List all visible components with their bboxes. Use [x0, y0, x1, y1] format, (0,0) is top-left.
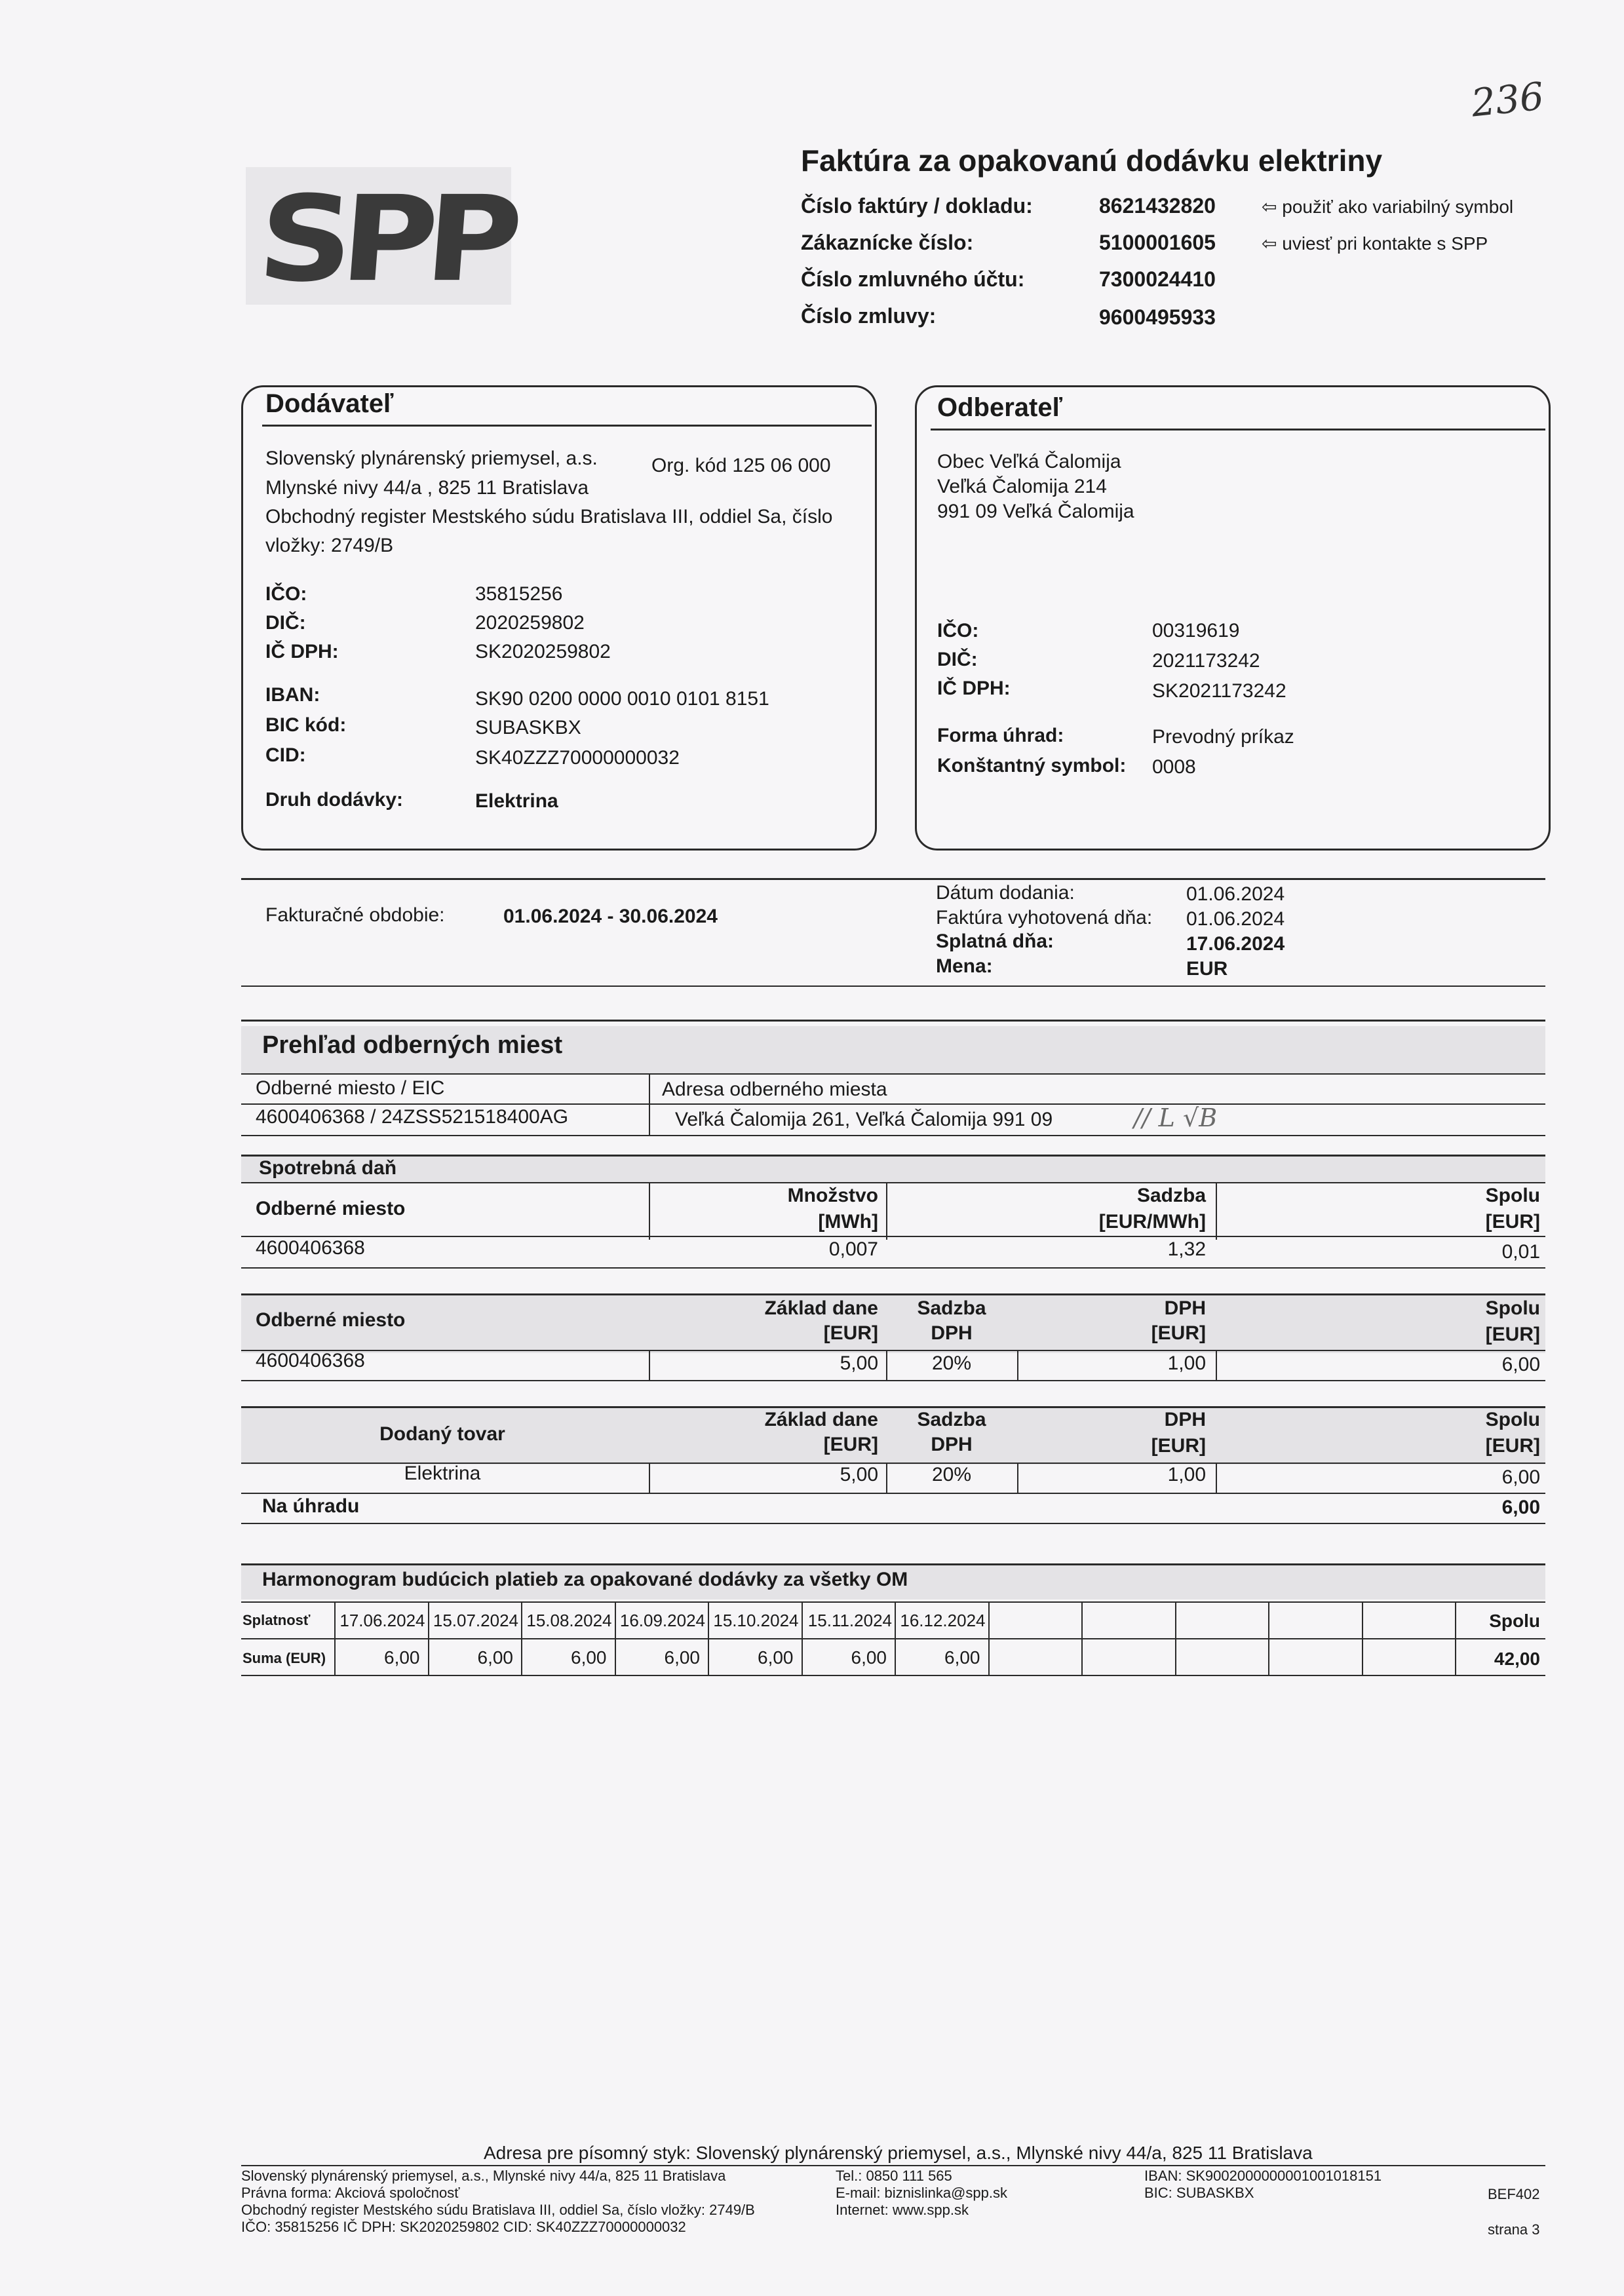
harmonogram-spolu-label: Spolu: [1489, 1611, 1540, 1631]
contract-account-value: 7300024410: [1099, 267, 1216, 291]
period-bottom-rule: [241, 985, 1545, 987]
spp-logo-text: SPP: [253, 170, 516, 309]
prehlad-col-om: Odberné miesto / EIC: [256, 1077, 445, 1099]
constant-symbol-value: 0008: [1152, 756, 1196, 778]
customer-dic-label: DIČ:: [937, 649, 978, 670]
tovar-row-dph: 1,00: [1167, 1464, 1206, 1485]
supplier-dic-label: DIČ:: [265, 612, 306, 634]
harmonogram-bottom-rule: [241, 1675, 1545, 1676]
handwritten-note: // L √B: [1134, 1103, 1218, 1132]
tovar-col-dph-2: [EUR]: [1151, 1435, 1206, 1457]
dph-row-spolu: 6,00: [1501, 1354, 1540, 1375]
invoice-title: Faktúra za opakovanú dodávku elektriny: [801, 144, 1383, 178]
tovar-divider-3: [1017, 1463, 1018, 1493]
delivery-date-label: Dátum dodania:: [936, 882, 1075, 904]
supplier-bic-label: BIC kód:: [265, 714, 347, 736]
supplier-dic: 2020259802: [475, 612, 585, 634]
total-due-label: Na úhradu: [262, 1495, 360, 1517]
billing-period-value: 01.06.2024 - 30.06.2024: [503, 906, 718, 927]
tovar-row-sadzba: 20%: [931, 1464, 972, 1485]
tovar-col-zaklad-2: [EUR]: [823, 1434, 878, 1455]
prehlad-header-rule: [241, 1073, 1545, 1075]
tovar-col-dph-1: DPH: [1164, 1409, 1206, 1430]
harmonogram-amount: 6,00: [851, 1647, 887, 1668]
supplier-register-2: vložky: 2749/B: [265, 535, 394, 556]
dph-col-dph-2: [EUR]: [1151, 1322, 1206, 1344]
harmonogram-divider: [1081, 1603, 1083, 1675]
customer-ico-label: IČO:: [937, 620, 979, 641]
customer-ico: 00319619: [1152, 620, 1240, 641]
harmonogram-amount: 6,00: [477, 1647, 513, 1668]
footer-bic: BIC: SUBASKBX: [1144, 2185, 1254, 2201]
harmonogram-divider: [988, 1603, 990, 1675]
dph-row-om: 4600406368: [256, 1350, 365, 1371]
issue-date-label: Faktúra vyhotovená dňa:: [936, 907, 1153, 928]
supplier-bic: SUBASKBX: [475, 717, 581, 738]
spotrebna-divider-3: [1216, 1183, 1217, 1240]
contract-account-label: Číslo zmluvného účtu:: [801, 267, 1025, 291]
tovar-col-spolu-1: Spolu: [1485, 1409, 1540, 1430]
spotrebna-row-spolu: 0,01: [1501, 1241, 1540, 1263]
spotrebna-col-spolu-2: [EUR]: [1485, 1211, 1540, 1233]
invoice-number-label: Číslo faktúry / dokladu:: [801, 194, 1033, 218]
supplier-org-code: Org. kód 125 06 000: [651, 455, 831, 476]
footer-page: strana 3: [1488, 2221, 1540, 2238]
prehlad-title: Prehľad odberných miest: [262, 1031, 563, 1059]
harmonogram-suma-label: Suma (EUR): [242, 1650, 326, 1666]
spotrebna-row-om: 4600406368: [256, 1237, 365, 1259]
customer-title: Odberateľ: [937, 393, 1063, 422]
spotrebna-band: [241, 1155, 1545, 1183]
harmonogram-date: 15.11.2024: [807, 1611, 892, 1630]
dph-divider-1: [649, 1351, 650, 1381]
customer-number-label: Zákaznícke číslo:: [801, 231, 974, 254]
footer-company-4: IČO: 35815256 IČ DPH: SK2020259802 CID: SK40ZZZ70000000032: [241, 2219, 686, 2235]
invoice-number-value: 8621432820: [1099, 194, 1216, 218]
supplier-cid-label: CID:: [265, 744, 306, 766]
tovar-row-name: Elektrina: [404, 1463, 481, 1484]
prehlad-col-address: Adresa odberného miesta: [662, 1079, 887, 1100]
harmonogram-divider: [1362, 1603, 1363, 1675]
harmonogram-title-rule: [241, 1601, 1545, 1603]
dph-col-dph-1: DPH: [1164, 1297, 1206, 1319]
supplier-register-1: Obchodný register Mestského súdu Bratislava III, oddiel Sa, číslo: [265, 506, 833, 527]
harmonogram-amount: 6,00: [384, 1647, 420, 1668]
harmonogram-date: 15.10.2024: [713, 1611, 799, 1630]
dph-row-sadzba: 20%: [931, 1352, 972, 1374]
tovar-row-rule: [241, 1493, 1545, 1494]
total-due-rule: [241, 1523, 1545, 1524]
dph-header-rule: [241, 1350, 1545, 1351]
supplier-address: Mlynské nivy 44/a , 825 11 Bratislava: [265, 477, 589, 499]
footer-iban: IBAN: SK9002000000001001018151: [1144, 2168, 1382, 2184]
footer-company-2: Právna forma: Akciová spoločnosť: [241, 2185, 460, 2201]
footer-web: Internet: www.spp.sk: [836, 2202, 969, 2218]
harmonogram-spolu-value: 42,00: [1494, 1649, 1540, 1669]
supplier-icdph-label: IČ DPH:: [265, 641, 339, 662]
due-date-value: 17.06.2024: [1186, 933, 1285, 955]
dph-col-om: Odberné miesto: [256, 1309, 406, 1331]
currency-label: Mena:: [936, 955, 993, 977]
dph-row-dph: 1,00: [1167, 1352, 1206, 1374]
tovar-row-spolu: 6,00: [1501, 1466, 1540, 1488]
dph-col-sadzba-1: Sadzba: [917, 1297, 986, 1319]
tovar-row-zaklad: 5,00: [840, 1464, 878, 1485]
supplier-title: Dodávateľ: [265, 389, 394, 418]
spotrebna-col-om: Odberné miesto: [256, 1198, 406, 1219]
supplier-ico: 35815256: [475, 583, 563, 605]
customer-title-rule: [931, 429, 1545, 430]
customer-street: Veľká Čalomija 214: [937, 476, 1107, 497]
harmonogram-date: 15.08.2024: [526, 1611, 612, 1630]
prehlad-row-om: 4600406368 / 24ZSS521518400AG: [256, 1106, 569, 1128]
supplier-ico-label: IČO:: [265, 583, 307, 605]
tovar-divider-1: [649, 1463, 650, 1493]
dph-bottom-rule: [241, 1380, 1545, 1381]
dph-divider-4: [1216, 1351, 1217, 1381]
tovar-divider-4: [1216, 1463, 1217, 1493]
prehlad-col-divider: [649, 1075, 650, 1136]
harmonogram-mid-rule: [241, 1638, 1545, 1639]
harmonogram-date: 16.12.2024: [900, 1611, 986, 1630]
spotrebna-divider-2: [886, 1183, 887, 1240]
spotrebna-col-spolu-1: Spolu: [1485, 1185, 1540, 1206]
tovar-divider-2: [886, 1463, 887, 1493]
harmonogram-title: Harmonogram budúcich platieb za opakované dodávky za všetky OM: [262, 1569, 908, 1590]
constant-symbol-label: Konštantný symbol:: [937, 755, 1127, 776]
contract-number-label: Číslo zmluvy:: [801, 304, 937, 328]
customer-number-value: 5100001605: [1099, 231, 1216, 254]
total-due-value: 6,00: [1501, 1497, 1540, 1518]
payment-form-label: Forma úhrad:: [937, 725, 1064, 746]
supplier-icdph: SK2020259802: [475, 641, 611, 662]
billing-period-label: Fakturačné obdobie:: [265, 904, 445, 926]
dph-col-zaklad-2: [EUR]: [823, 1322, 878, 1344]
spotrebna-title: Spotrebná daň: [259, 1157, 397, 1179]
spotrebna-bottom-rule: [241, 1267, 1545, 1269]
spotrebna-title-rule: [241, 1182, 1545, 1183]
spotrebna-col-sadzba-1: Sadzba: [1136, 1185, 1206, 1206]
harmonogram-splatnost-label: Splatnosť: [242, 1612, 311, 1628]
footer-rule: [241, 2165, 1545, 2166]
period-top-rule: [241, 878, 1545, 880]
footer-code: BEF402: [1488, 2186, 1540, 2202]
dph-divider-3: [1017, 1351, 1018, 1381]
prehlad-row-rule: [241, 1103, 1545, 1105]
harmonogram-amount: 6,00: [944, 1647, 980, 1668]
spotrebna-row-mnozstvo: 0,007: [828, 1238, 878, 1260]
prehlad-top-rule: [241, 1020, 1545, 1022]
customer-dic: 2021173242: [1152, 650, 1260, 672]
harmonogram-divider: [1268, 1603, 1269, 1675]
harmonogram-amount: 6,00: [664, 1647, 700, 1668]
customer-name: Obec Veľká Čalomija: [937, 451, 1121, 472]
supplier-title-rule: [262, 425, 872, 427]
supply-type-label: Druh dodávky:: [265, 789, 404, 811]
spotrebna-col-mnozstvo-1: Množstvo: [787, 1185, 878, 1206]
customer-city: 991 09 Veľká Čalomija: [937, 501, 1134, 522]
harmonogram-date: 17.06.2024: [339, 1611, 425, 1630]
tovar-col-name: Dodaný tovar: [379, 1423, 505, 1445]
spotrebna-row-sadzba: 1,32: [1167, 1238, 1206, 1260]
tovar-col-zaklad-1: Základ dane: [764, 1409, 878, 1430]
supplier-name: Slovenský plynárenský priemysel, a.s.: [265, 448, 598, 469]
dph-col-sadzba-2: DPH: [931, 1322, 973, 1344]
dph-col-zaklad-1: Základ dane: [764, 1297, 878, 1319]
customer-icdph: SK2021173242: [1152, 680, 1286, 702]
dph-row-zaklad: 5,00: [840, 1352, 878, 1374]
spotrebna-col-sadzba-2: [EUR/MWh]: [1098, 1211, 1206, 1233]
dph-col-spolu-1: Spolu: [1485, 1297, 1540, 1319]
harmonogram-date: 15.07.2024: [433, 1611, 518, 1630]
footer-phone: Tel.: 0850 111 565: [836, 2168, 952, 2184]
supplier-iban-label: IBAN:: [265, 684, 320, 706]
spotrebna-col-mnozstvo-2: [MWh]: [818, 1211, 878, 1233]
tovar-col-sadzba-1: Sadzba: [917, 1409, 986, 1430]
prehlad-row-address: Veľká Čalomija 261, Veľká Čalomija 991 09: [675, 1109, 1053, 1130]
harmonogram-amount: 6,00: [571, 1647, 607, 1668]
customer-number-note: ⇦ uviesť pri kontakte s SPP: [1262, 233, 1488, 254]
handwritten-page-number: 236: [1469, 73, 1546, 126]
supplier-cid: SK40ZZZ70000000032: [475, 747, 680, 769]
prehlad-bottom-rule: [241, 1135, 1545, 1136]
spotrebna-header-rule: [241, 1236, 1545, 1237]
harmonogram-divider: [1175, 1603, 1176, 1675]
supplier-iban: SK90 0200 0000 0010 0101 8151: [475, 688, 769, 710]
due-date-label: Splatná dňa:: [936, 930, 1054, 952]
customer-icdph-label: IČ DPH:: [937, 678, 1011, 699]
invoice-number-note: ⇦ použiť ako variabilný symbol: [1262, 197, 1514, 217]
supply-type-value: Elektrina: [475, 790, 558, 812]
spp-logo: [246, 167, 516, 309]
dph-col-spolu-2: [EUR]: [1485, 1324, 1540, 1345]
footer-email: E-mail: biznislinka@spp.sk: [836, 2185, 1007, 2201]
harmonogram-date: 16.09.2024: [619, 1611, 705, 1630]
footer-company-3: Obchodný register Mestského súdu Bratislava III, oddiel Sa, číslo vložky: 2749/B: [241, 2202, 755, 2218]
tovar-col-sadzba-2: DPH: [931, 1434, 973, 1455]
contract-number-value: 9600495933: [1099, 305, 1216, 329]
payment-form-value: Prevodný príkaz: [1152, 726, 1294, 748]
delivery-date-value: 01.06.2024: [1186, 883, 1285, 905]
harmonogram-amount: 6,00: [758, 1647, 794, 1668]
issue-date-value: 01.06.2024: [1186, 908, 1285, 930]
tovar-col-spolu-2: [EUR]: [1485, 1435, 1540, 1457]
footer-address-line: Adresa pre písomný styk: Slovenský plynárenský priemysel, a.s., Mlynské nivy 44/a, 825 11 Bratislava: [484, 2143, 1313, 2163]
currency-value: EUR: [1186, 958, 1228, 980]
spotrebna-divider-1: [649, 1183, 650, 1240]
footer-company-1: Slovenský plynárenský priemysel, a.s., Mlynské nivy 44/a, 825 11 Bratislava: [241, 2168, 726, 2184]
